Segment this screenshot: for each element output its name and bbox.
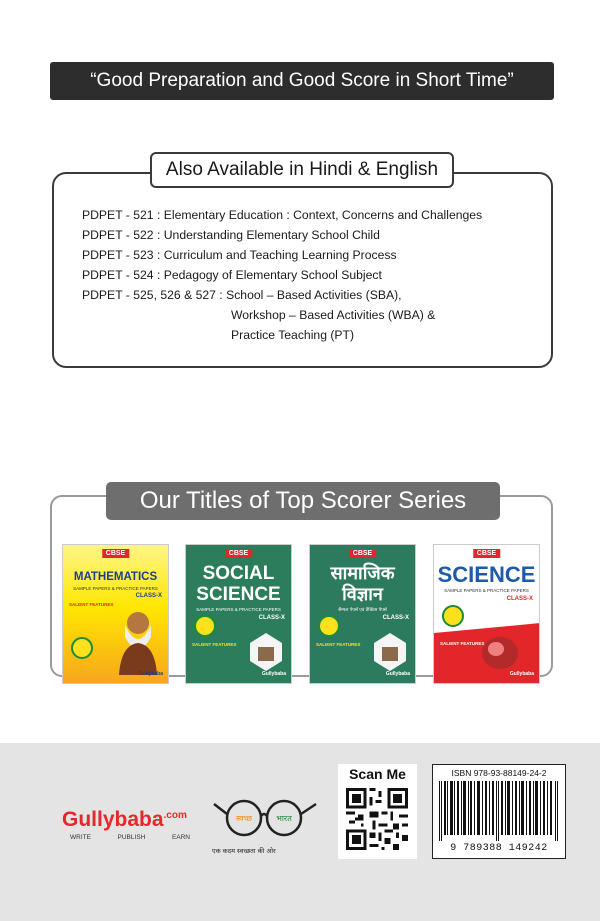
book-features: SALIENT FEATURES	[192, 642, 237, 647]
course-item: PDPET - 521 : Elementary Education : Context, Concerns and Challenges	[82, 208, 483, 222]
course-item: PDPET - 522 : Understanding Elementary School Child	[82, 228, 380, 242]
book-cover-mathematics[interactable]	[62, 544, 169, 684]
barcode-icon	[437, 781, 561, 841]
course-item: PDPET - 524 : Pedagogy of Elementary School Subject	[82, 268, 382, 282]
logo-text: Gullybaba	[62, 808, 164, 831]
course-item-continuation: Practice Teaching (PT)	[231, 328, 355, 342]
book-cover-samajik-vigyan[interactable]	[309, 544, 416, 684]
book-brand: Gullybaba	[261, 671, 286, 677]
book-class: CLASS-X	[506, 596, 533, 602]
book-features: SALIENT FEATURES	[316, 642, 361, 647]
high-marks-badge-icon	[194, 615, 216, 637]
book-brand: Gullybaba	[138, 671, 163, 677]
book-class: CLASS-X	[258, 615, 285, 621]
availability-title: Also Available in Hindi & English	[150, 152, 454, 188]
swachh-bharat-glasses-icon	[210, 792, 320, 848]
course-item-continuation: Workshop – Based Activities (WBA) &	[231, 308, 436, 322]
book-subtitle: SAMPLE PAPERS & PRACTICE PAPERS	[196, 607, 281, 612]
tagline-banner: “Good Preparation and Good Score in Short Time”	[50, 62, 554, 100]
book-title: SCIENCE	[437, 562, 536, 587]
logo-suffix: .com	[163, 810, 187, 821]
high-marks-badge-icon	[318, 615, 340, 637]
logo-tagline: EARN	[171, 834, 190, 841]
course-list	[82, 205, 542, 345]
cbse-badge: CBSE	[349, 549, 376, 558]
book-title-line2: विज्ञान	[342, 584, 383, 605]
bharat-word: भारत	[276, 814, 292, 823]
logo-tagline: PUBLISH	[117, 834, 146, 841]
monuments-icon	[370, 631, 410, 671]
swachh-word: स्वच्छ	[235, 814, 253, 823]
logo-taglines	[70, 834, 190, 841]
book-brand: Gullybaba	[509, 671, 534, 677]
cbse-badge: CBSE	[473, 549, 500, 558]
cbse-badge: CBSE	[225, 549, 252, 558]
high-marks-badge-icon	[71, 637, 93, 659]
isbn-digits: 9 789388 149242	[450, 843, 548, 854]
swachh-tagline: एक कदम स्वच्छता की ओर	[212, 847, 276, 855]
gullybaba-logo[interactable]	[62, 808, 187, 832]
book-class: CLASS-X	[382, 615, 409, 621]
book-class: CLASS-X	[135, 593, 162, 599]
isbn-label: ISBN 978-93-88149-24-2	[451, 768, 547, 778]
course-item: PDPET - 523 : Curriculum and Teaching Learning Process	[82, 248, 397, 262]
book-subtitle: SAMPLE PAPERS & PRACTICE PAPERS	[73, 586, 158, 591]
scholar-figure-icon	[115, 607, 161, 675]
course-item: PDPET - 525, 526 & 527 : School – Based Activities (SBA),	[82, 288, 402, 302]
book-title-line2: SCIENCE	[196, 584, 281, 605]
logo-tagline: WRITE	[70, 834, 91, 841]
book-subtitle: सैम्पल पेपर्स एवं प्रैक्टिस पेपर्स	[338, 608, 387, 613]
book-brand: Gullybaba	[385, 671, 410, 677]
series-title: Our Titles of Top Scorer Series	[106, 482, 500, 520]
book-cover-social-science[interactable]	[185, 544, 292, 684]
cbse-badge: CBSE	[102, 549, 129, 558]
book-features: SALIENT FEATURES	[440, 641, 485, 646]
book-title: MATHEMATICS	[73, 571, 158, 583]
book-title-line1: सामाजिक	[330, 563, 395, 584]
qr-code-icon[interactable]	[346, 788, 408, 850]
book-title-line1: SOCIAL	[202, 563, 275, 584]
book-cover-science[interactable]	[433, 544, 540, 684]
book-subtitle: SAMPLE PAPERS & PRACTICE PAPERS	[444, 588, 529, 593]
scan-me-label: Scan Me	[349, 766, 406, 782]
monuments-icon	[246, 631, 286, 671]
book-features: SALIENT FEATURES	[69, 602, 114, 607]
